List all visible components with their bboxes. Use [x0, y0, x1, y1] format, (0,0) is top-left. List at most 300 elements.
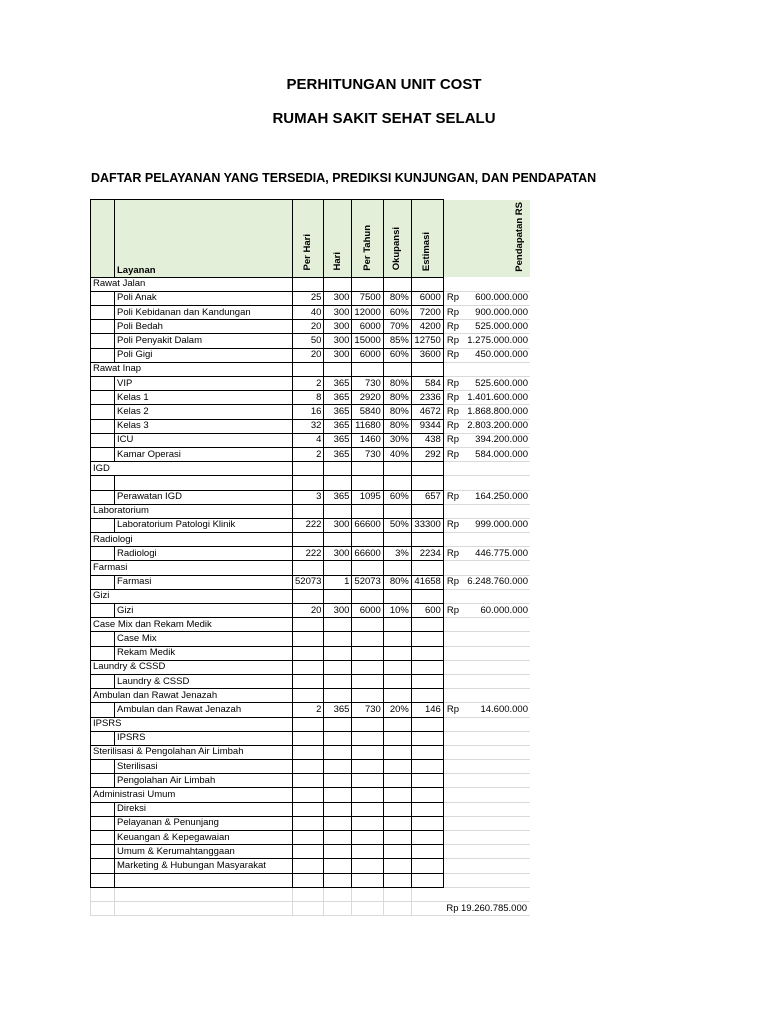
- cell-currency: [443, 731, 461, 745]
- cell-per-hari: [293, 674, 324, 688]
- cell-per-hari: [293, 476, 324, 490]
- cell-estimasi: 12750: [411, 334, 443, 348]
- cell-okupansi: [383, 632, 411, 646]
- empty-cell: [115, 887, 293, 901]
- cell-per-hari: [293, 845, 324, 859]
- cell-okupansi: 20%: [383, 703, 411, 717]
- cell-pendapatan: 60.000.000: [461, 604, 530, 618]
- category-label: Radiologi: [91, 533, 293, 547]
- cell-okupansi: 60%: [383, 490, 411, 504]
- hospital-name: RUMAH SAKIT SEHAT SELALU: [272, 110, 496, 127]
- empty-cell: [352, 277, 383, 291]
- cell-hari: [324, 760, 352, 774]
- cell-okupansi: 80%: [383, 291, 411, 305]
- cell-estimasi: [411, 774, 443, 788]
- empty-cell: [383, 561, 411, 575]
- table-row: [91, 377, 531, 391]
- cell-per-tahun: [352, 873, 383, 887]
- indent-cell: [91, 760, 115, 774]
- indent-cell: [91, 476, 115, 490]
- cell-estimasi: [411, 476, 443, 490]
- service-name: Kelas 1: [115, 391, 293, 405]
- table-row: [91, 405, 531, 419]
- cell-okupansi: 60%: [383, 306, 411, 320]
- header-hari-cell: [324, 200, 352, 278]
- cell-per-hari: [293, 774, 324, 788]
- service-name: Kamar Operasi: [115, 447, 293, 461]
- service-name: Poli Gigi: [115, 348, 293, 362]
- header-okupansi-cell: [383, 200, 411, 278]
- indent-cell: [91, 703, 115, 717]
- cell-estimasi: [411, 731, 443, 745]
- empty-cell: [443, 561, 461, 575]
- cell-okupansi: 80%: [383, 419, 411, 433]
- category-label: Ambulan dan Rawat Jenazah: [91, 689, 293, 703]
- service-name: Kelas 2: [115, 405, 293, 419]
- cell-okupansi: 80%: [383, 377, 411, 391]
- empty-cell: [293, 901, 324, 915]
- empty-cell: [352, 887, 383, 901]
- cell-hari: [324, 476, 352, 490]
- cell-okupansi: 3%: [383, 547, 411, 561]
- header-per-tahun-cell: [352, 200, 383, 278]
- cell-hari: 300: [324, 291, 352, 305]
- service-name: Umum & Kerumahtanggaan: [115, 845, 293, 859]
- unit-cost-table: [90, 199, 530, 916]
- cell-hari: [324, 632, 352, 646]
- empty-cell: [443, 660, 461, 674]
- table-row: [91, 802, 531, 816]
- cell-per-tahun: [352, 476, 383, 490]
- service-name: Pengolahan Air Limbah: [115, 774, 293, 788]
- cell-per-hari: [293, 802, 324, 816]
- service-name: Rekam Medik: [115, 646, 293, 660]
- cell-hari: 365: [324, 703, 352, 717]
- empty-cell: [293, 717, 324, 731]
- cell-hari: 365: [324, 447, 352, 461]
- cell-per-hari: [293, 831, 324, 845]
- table-row: [91, 291, 531, 305]
- category-row: [91, 561, 531, 575]
- service-name: Perawatan IGD: [115, 490, 293, 504]
- indent-cell: [91, 490, 115, 504]
- empty-cell: [324, 462, 352, 476]
- cell-okupansi: [383, 774, 411, 788]
- empty-cell: [324, 589, 352, 603]
- cell-per-hari: [293, 816, 324, 830]
- cell-currency: Rp: [443, 334, 461, 348]
- empty-cell: [324, 277, 352, 291]
- table-row: [91, 873, 531, 887]
- cell-per-tahun: [352, 845, 383, 859]
- cell-currency: Rp: [443, 703, 461, 717]
- table-row: [91, 306, 531, 320]
- empty-cell: [324, 362, 352, 376]
- empty-cell: [352, 901, 383, 915]
- table-row: [91, 646, 531, 660]
- cell-per-hari: 2: [293, 377, 324, 391]
- empty-cell: [324, 788, 352, 802]
- cell-pendapatan: 2.803.200.000: [461, 419, 530, 433]
- indent-cell: [91, 447, 115, 461]
- table-row: [91, 348, 531, 362]
- category-row: [91, 788, 531, 802]
- category-label: Laboratorium: [91, 504, 293, 518]
- header-row: [91, 200, 531, 278]
- indent-cell: [91, 774, 115, 788]
- cell-okupansi: [383, 760, 411, 774]
- category-row: [91, 462, 531, 476]
- empty-cell: [461, 745, 530, 759]
- cell-currency: Rp: [443, 447, 461, 461]
- table-row: [91, 859, 531, 873]
- indent-cell: [91, 547, 115, 561]
- service-name: Marketing & Hubungan Masyarakat: [115, 859, 293, 873]
- cell-estimasi: 292: [411, 447, 443, 461]
- empty-cell: [411, 504, 443, 518]
- cell-okupansi: [383, 859, 411, 873]
- cell-per-tahun: 52073: [352, 575, 383, 589]
- empty-cell: [461, 689, 530, 703]
- cell-per-hari: 40: [293, 306, 324, 320]
- cell-pendapatan: [461, 816, 530, 830]
- cell-per-tahun: 2920: [352, 391, 383, 405]
- header-pendapatan: Pendapatan RS: [514, 201, 525, 272]
- empty-cell: [411, 277, 443, 291]
- cell-currency: Rp: [443, 306, 461, 320]
- indent-cell: [91, 831, 115, 845]
- cell-estimasi: [411, 831, 443, 845]
- cell-pendapatan: 446.775.000: [461, 547, 530, 561]
- empty-cell: [443, 533, 461, 547]
- cell-pendapatan: [461, 873, 530, 887]
- empty-cell: [91, 887, 115, 901]
- cell-pendapatan: [461, 760, 530, 774]
- cell-estimasi: 4200: [411, 320, 443, 334]
- empty-cell: [383, 788, 411, 802]
- empty-cell: [383, 462, 411, 476]
- cell-hari: 365: [324, 419, 352, 433]
- cell-per-hari: 222: [293, 547, 324, 561]
- service-name: IPSRS: [115, 731, 293, 745]
- cell-okupansi: 85%: [383, 334, 411, 348]
- cell-per-tahun: 12000: [352, 306, 383, 320]
- spacer-row: [91, 887, 531, 901]
- cell-estimasi: 41658: [411, 575, 443, 589]
- table-caption: DAFTAR PELAYANAN YANG TERSEDIA, PREDIKSI KUNJUNGAN, DAN PENDAPATAN: [91, 171, 597, 185]
- cell-okupansi: [383, 816, 411, 830]
- cell-okupansi: [383, 731, 411, 745]
- empty-cell: [293, 589, 324, 603]
- cell-currency: Rp: [443, 320, 461, 334]
- empty-cell: [293, 660, 324, 674]
- cell-estimasi: [411, 802, 443, 816]
- cell-pendapatan: [461, 845, 530, 859]
- cell-per-tahun: [352, 674, 383, 688]
- cell-currency: [443, 632, 461, 646]
- header-per-hari-cell: [293, 200, 324, 278]
- empty-cell: [352, 660, 383, 674]
- empty-cell: [443, 618, 461, 632]
- cell-pendapatan: 14.600.000: [461, 703, 530, 717]
- indent-cell: [91, 391, 115, 405]
- category-label: Administrasi Umum: [91, 788, 293, 802]
- cell-estimasi: 6000: [411, 291, 443, 305]
- indent-cell: [91, 518, 115, 532]
- cell-per-tahun: [352, 632, 383, 646]
- cell-per-hari: 25: [293, 291, 324, 305]
- cell-per-tahun: 6000: [352, 320, 383, 334]
- cell-hari: [324, 802, 352, 816]
- empty-cell: [411, 589, 443, 603]
- service-name: Sterilisasi: [115, 760, 293, 774]
- empty-cell: [411, 533, 443, 547]
- empty-cell: [352, 689, 383, 703]
- service-name: Poli Kebidanan dan Kandungan: [115, 306, 293, 320]
- category-label: Laundry & CSSD: [91, 660, 293, 674]
- table-row: [91, 334, 531, 348]
- empty-cell: [411, 362, 443, 376]
- cell-currency: Rp: [443, 518, 461, 532]
- cell-pendapatan: 1.868.800.000: [461, 405, 530, 419]
- cell-per-tahun: 730: [352, 447, 383, 461]
- cell-currency: Rp: [443, 391, 461, 405]
- indent-cell: [91, 291, 115, 305]
- cell-hari: 365: [324, 377, 352, 391]
- empty-cell: [293, 618, 324, 632]
- service-name: Gizi: [115, 604, 293, 618]
- cell-pendapatan: 6.248.760.000: [461, 575, 530, 589]
- cell-per-tahun: 66600: [352, 518, 383, 532]
- cell-per-tahun: [352, 760, 383, 774]
- cell-per-hari: 222: [293, 518, 324, 532]
- category-row: [91, 717, 531, 731]
- cell-currency: [443, 646, 461, 660]
- table-row: [91, 490, 531, 504]
- header-per-tahun: Per Tahun: [361, 224, 373, 271]
- cell-hari: [324, 774, 352, 788]
- category-row: [91, 533, 531, 547]
- cell-per-tahun: [352, 774, 383, 788]
- cell-per-tahun: [352, 816, 383, 830]
- cell-estimasi: [411, 674, 443, 688]
- category-label: Case Mix dan Rekam Medik: [91, 618, 293, 632]
- empty-cell: [461, 362, 530, 376]
- cell-hari: [324, 859, 352, 873]
- cell-per-hari: 4: [293, 433, 324, 447]
- category-row: [91, 618, 531, 632]
- cell-estimasi: 438: [411, 433, 443, 447]
- cell-okupansi: [383, 646, 411, 660]
- indent-cell: [91, 348, 115, 362]
- empty-cell: [324, 901, 352, 915]
- cell-pendapatan: 525.000.000: [461, 320, 530, 334]
- cell-estimasi: 146: [411, 703, 443, 717]
- cell-currency: Rp: [443, 405, 461, 419]
- cell-estimasi: [411, 873, 443, 887]
- indent-cell: [91, 632, 115, 646]
- table-row: [91, 816, 531, 830]
- empty-cell: [324, 533, 352, 547]
- service-name: Keuangan & Kepegawaian: [115, 831, 293, 845]
- empty-cell: [461, 561, 530, 575]
- cell-okupansi: 40%: [383, 447, 411, 461]
- cell-currency: [443, 774, 461, 788]
- cell-per-hari: [293, 646, 324, 660]
- empty-cell: [461, 660, 530, 674]
- cell-per-hari: [293, 873, 324, 887]
- cell-hari: 300: [324, 306, 352, 320]
- total-value: 19.260.785.000: [461, 901, 530, 915]
- total-currency: Rp: [443, 901, 461, 915]
- empty-cell: [461, 589, 530, 603]
- cell-pendapatan: [461, 674, 530, 688]
- cell-pendapatan: 450.000.000: [461, 348, 530, 362]
- cell-per-tahun: 66600: [352, 547, 383, 561]
- category-label: IPSRS: [91, 717, 293, 731]
- indent-cell: [91, 575, 115, 589]
- cell-hari: 300: [324, 320, 352, 334]
- empty-cell: [383, 533, 411, 547]
- service-name: [115, 476, 293, 490]
- cell-okupansi: 80%: [383, 391, 411, 405]
- header-cell-blank: [91, 200, 115, 278]
- empty-cell: [461, 533, 530, 547]
- cell-hari: [324, 731, 352, 745]
- cell-okupansi: [383, 831, 411, 845]
- service-name: Ambulan dan Rawat Jenazah: [115, 703, 293, 717]
- category-row: [91, 689, 531, 703]
- cell-hari: 300: [324, 547, 352, 561]
- category-row: [91, 745, 531, 759]
- cell-okupansi: 60%: [383, 348, 411, 362]
- indent-cell: [91, 731, 115, 745]
- indent-cell: [91, 674, 115, 688]
- service-name: Laundry & CSSD: [115, 674, 293, 688]
- empty-cell: [324, 745, 352, 759]
- cell-per-hari: 3: [293, 490, 324, 504]
- header-pendapatan-cell: [443, 200, 530, 278]
- empty-cell: [411, 689, 443, 703]
- cell-pendapatan: [461, 731, 530, 745]
- cell-per-hari: [293, 632, 324, 646]
- cell-hari: [324, 845, 352, 859]
- cell-okupansi: [383, 845, 411, 859]
- indent-cell: [91, 320, 115, 334]
- cell-pendapatan: [461, 774, 530, 788]
- cell-hari: [324, 831, 352, 845]
- empty-cell: [293, 504, 324, 518]
- empty-cell: [324, 887, 352, 901]
- cell-per-hari: 20: [293, 320, 324, 334]
- cell-okupansi: [383, 802, 411, 816]
- cell-currency: [443, 760, 461, 774]
- indent-cell: [91, 604, 115, 618]
- cell-okupansi: 80%: [383, 575, 411, 589]
- empty-cell: [411, 660, 443, 674]
- empty-cell: [383, 887, 411, 901]
- empty-cell: [461, 277, 530, 291]
- service-name: VIP: [115, 377, 293, 391]
- indent-cell: [91, 845, 115, 859]
- cell-hari: [324, 646, 352, 660]
- category-row: [91, 362, 531, 376]
- empty-cell: [411, 561, 443, 575]
- cell-estimasi: 2234: [411, 547, 443, 561]
- indent-cell: [91, 334, 115, 348]
- empty-cell: [115, 901, 293, 915]
- service-name: ICU: [115, 433, 293, 447]
- cell-currency: [443, 831, 461, 845]
- table-row: [91, 845, 531, 859]
- category-row: [91, 504, 531, 518]
- cell-per-hari: [293, 859, 324, 873]
- service-name: Poli Anak: [115, 291, 293, 305]
- cell-hari: 365: [324, 391, 352, 405]
- cell-per-hari: 20: [293, 348, 324, 362]
- indent-cell: [91, 802, 115, 816]
- cell-pendapatan: 584.000.000: [461, 447, 530, 461]
- indent-cell: [91, 306, 115, 320]
- category-row: [91, 589, 531, 603]
- empty-cell: [293, 887, 324, 901]
- category-label: Sterilisasi & Pengolahan Air Limbah: [91, 745, 293, 759]
- cell-pendapatan: 525.600.000: [461, 377, 530, 391]
- empty-cell: [352, 561, 383, 575]
- cell-per-hari: 50: [293, 334, 324, 348]
- empty-cell: [383, 362, 411, 376]
- cell-hari: 365: [324, 405, 352, 419]
- cell-currency: [443, 816, 461, 830]
- empty-cell: [324, 618, 352, 632]
- cell-estimasi: [411, 859, 443, 873]
- cell-per-tahun: 11680: [352, 419, 383, 433]
- empty-cell: [324, 504, 352, 518]
- header-hari: Hari: [331, 252, 343, 271]
- cell-estimasi: 7200: [411, 306, 443, 320]
- cell-per-tahun: [352, 831, 383, 845]
- cell-pendapatan: [461, 831, 530, 845]
- cell-per-hari: 32: [293, 419, 324, 433]
- cell-pendapatan: 999.000.000: [461, 518, 530, 532]
- empty-cell: [443, 589, 461, 603]
- cell-currency: Rp: [443, 419, 461, 433]
- cell-per-tahun: [352, 731, 383, 745]
- empty-cell: [293, 689, 324, 703]
- cell-currency: Rp: [443, 575, 461, 589]
- cell-estimasi: 3600: [411, 348, 443, 362]
- empty-cell: [443, 277, 461, 291]
- cell-estimasi: 9344: [411, 419, 443, 433]
- category-label: Farmasi: [91, 561, 293, 575]
- cell-okupansi: 10%: [383, 604, 411, 618]
- cell-pendapatan: 164.250.000: [461, 490, 530, 504]
- service-name: Radiologi: [115, 547, 293, 561]
- cell-hari: 300: [324, 348, 352, 362]
- cell-pendapatan: [461, 859, 530, 873]
- empty-cell: [443, 689, 461, 703]
- cell-estimasi: [411, 760, 443, 774]
- cell-pendapatan: [461, 646, 530, 660]
- indent-cell: [91, 405, 115, 419]
- header-okupansi: Okupansi: [391, 227, 403, 271]
- cell-estimasi: 584: [411, 377, 443, 391]
- total-row: [91, 901, 531, 915]
- empty-cell: [293, 745, 324, 759]
- empty-cell: [293, 533, 324, 547]
- empty-cell: [91, 901, 115, 915]
- empty-cell: [443, 745, 461, 759]
